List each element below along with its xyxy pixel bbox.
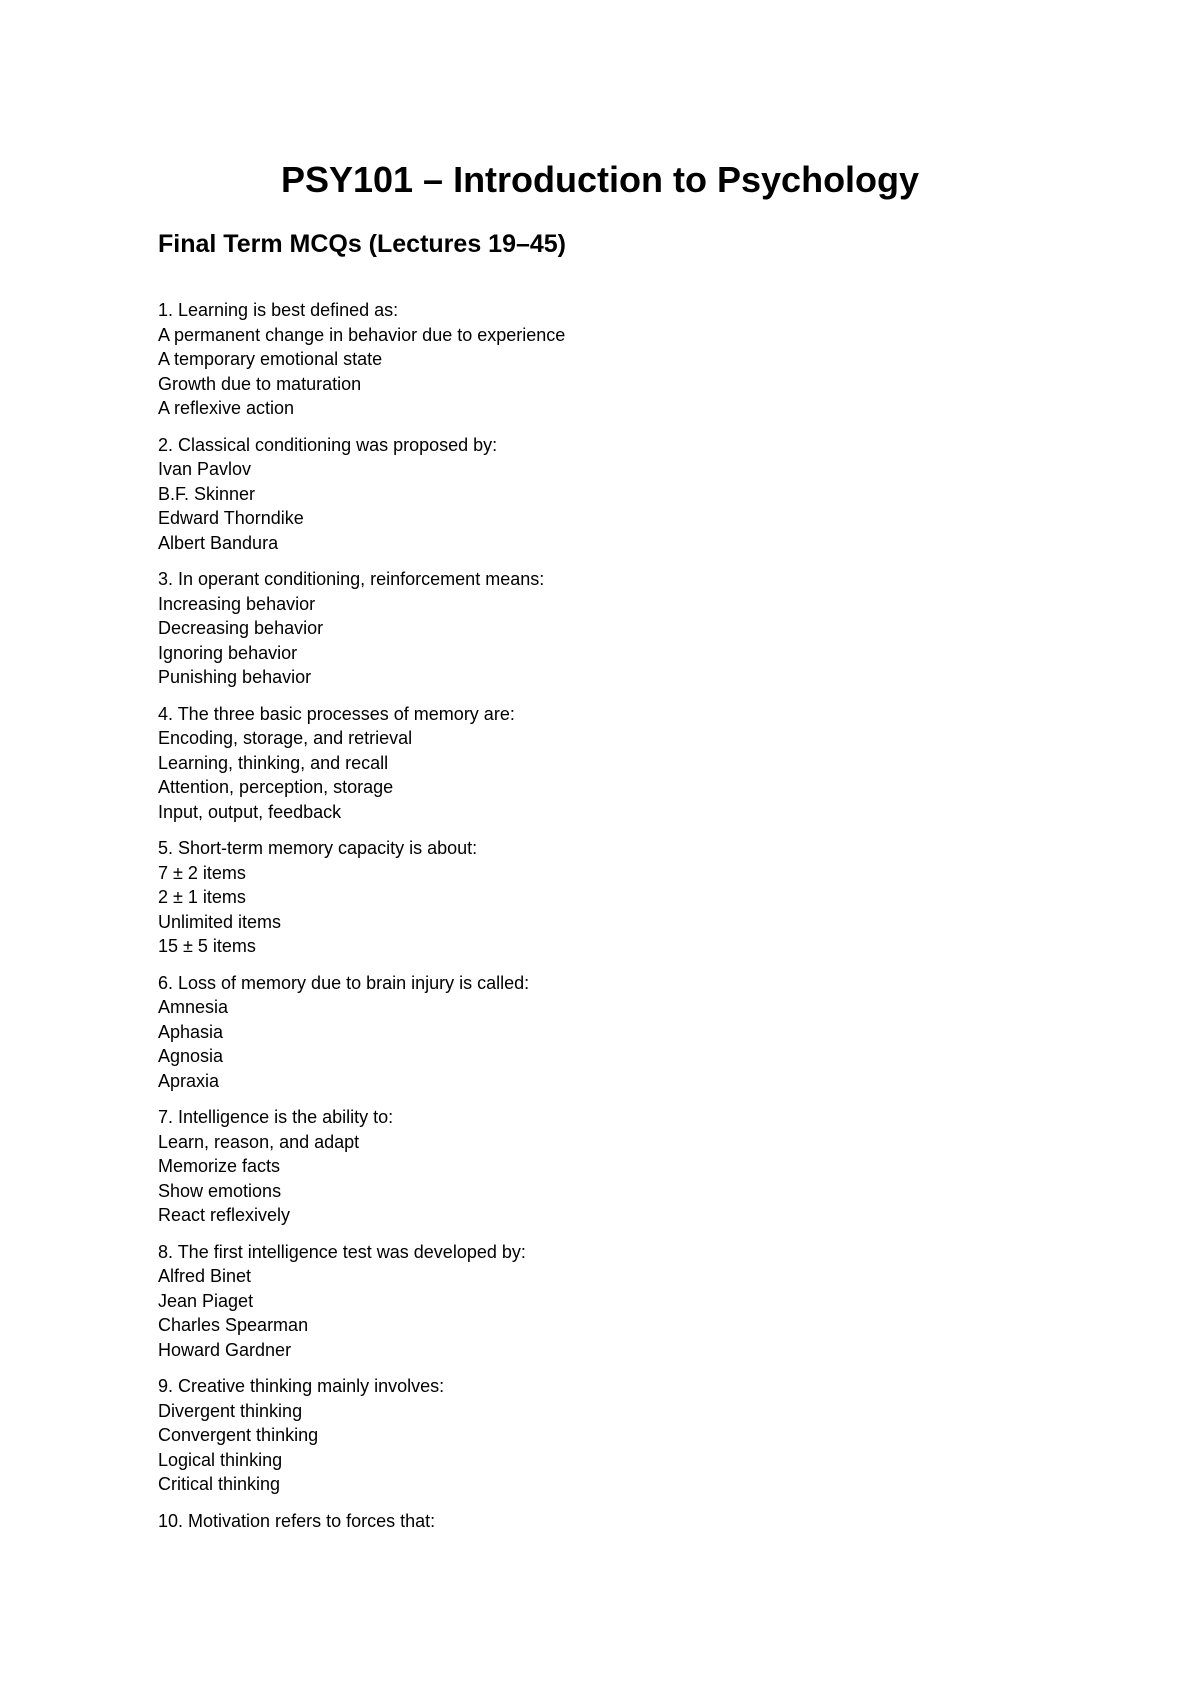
answer-option: A permanent change in behavior due to experience (158, 324, 566, 345)
question-item (158, 298, 1058, 421)
answer-option: Memorize facts (158, 1156, 281, 1176)
answer-option: Jean Piaget (158, 1290, 254, 1311)
answer-option: B.F. Skinner (158, 483, 256, 504)
answer-option: Increasing behavior (158, 593, 316, 614)
question-text: 6. Loss of memory due to brain injury is called: (158, 972, 530, 993)
answer-option: Show emotions (158, 1180, 282, 1201)
answer-option: Divergent thinking (158, 1400, 303, 1421)
answer-option: 7 ± 2 items (158, 862, 246, 883)
answer-option: Punishing behavior (158, 667, 312, 687)
question-text: 4. The three basic processes of memory are: (158, 703, 515, 724)
answer-option: Edward Thorndike (158, 508, 304, 528)
answer-option: Encoding, storage, and retrieval (158, 728, 413, 748)
question-item (158, 836, 1058, 959)
answer-option: Learn, reason, and adapt (158, 1131, 360, 1152)
answer-option: Critical thinking (158, 1474, 281, 1494)
question-item (158, 433, 1058, 556)
question-text: 9. Creative thinking mainly involves: (158, 1376, 445, 1396)
question-item (158, 971, 1058, 1094)
question-item (158, 1374, 1058, 1497)
answer-option: Alfred Binet (158, 1266, 252, 1286)
answer-option: Convergent thinking (158, 1425, 319, 1445)
answer-option: Decreasing behavior (158, 618, 324, 638)
answer-option: Ivan Pavlov (158, 459, 252, 479)
answer-option: Amnesia (158, 997, 229, 1017)
answer-option: 2 ± 1 items (158, 887, 246, 907)
question-text: 5. Short-term memory capacity is about: (158, 838, 478, 858)
question-text: 8. The first intelligence test was developed by: (158, 1241, 526, 1262)
answer-option: Growth due to maturation (158, 373, 362, 394)
question-text: 2. Classical conditioning was proposed by: (158, 434, 498, 455)
answer-option: Agnosia (158, 1046, 224, 1066)
question-item (158, 702, 1058, 825)
answer-option: Albert Bandura (158, 532, 279, 553)
answer-option: Attention, perception, storage (158, 777, 394, 797)
question-text: 7. Intelligence is the ability to: (158, 1107, 394, 1127)
answer-option: Charles Spearman (158, 1315, 309, 1335)
question-text: 3. In operant conditioning, reinforcement means: (158, 569, 545, 589)
answer-option: Unlimited items (158, 911, 282, 932)
question-text: 1. Learning is best defined as: (158, 300, 399, 320)
answer-option: Ignoring behavior (158, 642, 298, 663)
question-item (158, 567, 1058, 690)
answer-option: Howard Gardner (158, 1339, 292, 1360)
question-text: 10. Motivation refers to forces that: (158, 1510, 436, 1531)
answer-option: Apraxia (158, 1070, 220, 1091)
answer-option: A temporary emotional state (158, 349, 383, 369)
answer-option: Learning, thinking, and recall (158, 752, 389, 773)
page-title: PSY101 – Introduction to Psychology (280, 159, 920, 200)
answer-option: Input, output, feedback (158, 801, 342, 822)
answer-option: A reflexive action (158, 398, 295, 418)
answer-option: 15 ± 5 items (158, 936, 256, 956)
question-item (158, 1509, 1058, 1534)
answer-option: Logical thinking (158, 1449, 283, 1470)
question-item (158, 1240, 1058, 1363)
question-item (158, 1105, 1058, 1228)
page-subtitle: Final Term MCQs (Lectures 19–45) (158, 230, 567, 258)
answer-option: Aphasia (158, 1021, 224, 1042)
question-list (158, 298, 1058, 1545)
answer-option: React reflexively (158, 1205, 291, 1225)
